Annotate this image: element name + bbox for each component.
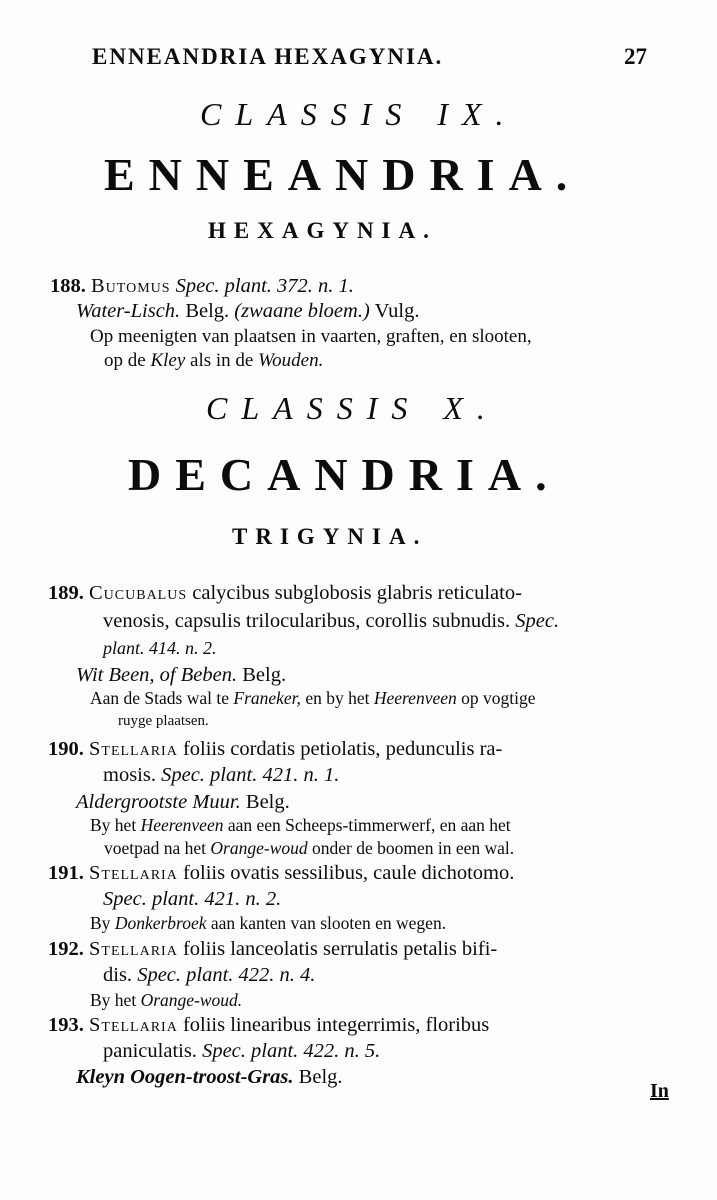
vernacular-name: Water-Lisch.: [76, 300, 181, 322]
habitat-text: By het: [90, 815, 137, 835]
vernacular-alt-name: (zwaane bloem.): [234, 300, 370, 322]
belg-label: Belg.: [298, 1066, 343, 1088]
diagnosis-text: foliis cordatis petiolatis, pedunculis ra-: [182, 738, 503, 760]
vernacular-name: Aldergrootste Muur.: [76, 791, 241, 813]
diagnosis-text: mosis.: [103, 764, 156, 786]
vernacular-name: Kleyn Oogen-troost-Gras.: [76, 1066, 294, 1088]
diagnosis-text: venosis, capsulis trilocularibus, corollis subnudis.: [103, 610, 511, 632]
habitat-place: Heerenveen: [373, 688, 457, 708]
habitat-text: aan een Scheeps-timmerwerf, en aan het: [227, 815, 511, 835]
genus-name: Stellaria: [89, 738, 178, 760]
entry-number: 192.: [48, 938, 84, 960]
diagnosis-text: foliis linearibus integerrimis, floribus: [182, 1014, 490, 1036]
species-reference: Spec. plant. 422. n. 5.: [202, 1040, 381, 1062]
vulg-label: Vulg.: [374, 300, 420, 322]
entry-192-line1: [48, 938, 497, 961]
habitat-text: By het: [90, 990, 137, 1010]
entry-189-line3: plant. 414. n. 2.: [103, 638, 217, 658]
habitat-place: Franeker,: [233, 688, 301, 708]
habitat-place: Kley: [150, 350, 186, 371]
running-head: ENNEANDRIA HEXAGYNIA.: [92, 44, 444, 69]
diagnosis-text: foliis lanceolatis serrulatis petalis bifi-: [182, 938, 498, 960]
genus-name: Cucubalus: [89, 582, 188, 604]
habitat-place: Wouden.: [258, 350, 324, 371]
entry-189-line2: [103, 610, 559, 633]
genus-name: Stellaria: [89, 938, 178, 960]
diagnosis-text: dis.: [103, 964, 133, 986]
entry-193-line1: [48, 1014, 489, 1037]
diagnosis-text: foliis ovatis sessilibus, caule dichotomo.: [182, 862, 515, 884]
entry-189-habitat-line1: [90, 688, 536, 709]
diagnosis-text: paniculatis.: [103, 1040, 197, 1062]
entry-188-habitat-line2: [104, 350, 323, 372]
habitat-text: voetpad na het: [104, 838, 207, 858]
classis-heading-ix: CLASSIS IX.: [200, 96, 518, 132]
habitat-text: op vogtige: [461, 688, 536, 708]
habitat-place: Donkerbroek: [114, 913, 207, 933]
species-reference: Spec. plant. 422. n. 4.: [137, 964, 316, 986]
entry-number: 191.: [48, 862, 84, 884]
entry-191-habitat: [90, 913, 446, 934]
habitat-text: op de: [104, 350, 146, 371]
class-name-enneandria: ENNEANDRIA.: [104, 149, 582, 200]
entry-189-vernacular-line: [76, 664, 286, 687]
habitat-text: als in de: [190, 350, 254, 371]
genus-name: Stellaria: [89, 862, 178, 884]
belg-label: Belg.: [245, 791, 290, 813]
habitat-text: en by het: [305, 688, 370, 708]
page-number: 27: [624, 44, 647, 69]
entry-191-line2: Spec. plant. 421. n. 2.: [103, 888, 282, 910]
habitat-place: Heerenveen: [140, 815, 224, 835]
belg-label: Belg.: [185, 300, 230, 322]
entry-188-vernacular-line: [76, 300, 419, 323]
habitat-place: Orange-woud.: [140, 990, 243, 1010]
genus-name: Butomus: [91, 275, 171, 297]
entry-193-line2: [103, 1040, 380, 1063]
order-name-trigynia: TRIGYNIA.: [232, 524, 428, 549]
entry-190-vernacular-line: [76, 791, 290, 814]
entry-190-habitat-line1: [90, 815, 511, 836]
entry-189-habitat-line2: ruyge plaatsen.: [118, 713, 209, 729]
belg-label: Belg.: [242, 664, 287, 686]
entry-number: 189.: [48, 582, 84, 604]
entry-189-line1: [48, 582, 522, 605]
entry-190-line2: [103, 764, 339, 787]
habitat-text: onder de boomen in een wal.: [312, 838, 515, 858]
entry-number: 190.: [48, 738, 84, 760]
order-name-hexagynia: HEXAGYNIA.: [208, 218, 437, 243]
diagnosis-text: calycibus subglobosis glabris reticulato-: [192, 582, 522, 604]
entry-188-line1: [50, 275, 354, 298]
entry-192-habitat: [90, 990, 242, 1011]
habitat-text: By: [90, 913, 111, 933]
vernacular-name: Wit Been, of Beben.: [76, 664, 238, 686]
entry-188-habitat-line1: Op meenigten van plaatsen in vaarten, graften, en slooten,: [90, 326, 532, 347]
classis-heading-x: CLASSIS X.: [206, 390, 499, 426]
species-reference: Spec. plant. 421. n. 1.: [161, 764, 340, 786]
entry-190-habitat-line2: [104, 838, 514, 859]
habitat-place: Orange-woud: [210, 838, 308, 858]
genus-name: Stellaria: [89, 1014, 178, 1036]
entry-192-line2: [103, 964, 315, 987]
entry-193-vernacular-line: [76, 1066, 343, 1089]
species-reference: Spec.: [515, 610, 560, 632]
entry-number: 188.: [50, 275, 86, 297]
catchword: In: [650, 1080, 669, 1102]
species-reference: Spec. plant. 372. n. 1.: [175, 275, 354, 297]
habitat-text: aan kanten van slooten en wegen.: [210, 913, 447, 933]
entry-190-line1: [48, 738, 502, 761]
habitat-text: Aan de Stads wal te: [90, 688, 229, 708]
entry-191-line1: [48, 862, 514, 885]
class-name-decandria: DECANDRIA.: [128, 449, 561, 500]
entry-number: 193.: [48, 1014, 84, 1036]
